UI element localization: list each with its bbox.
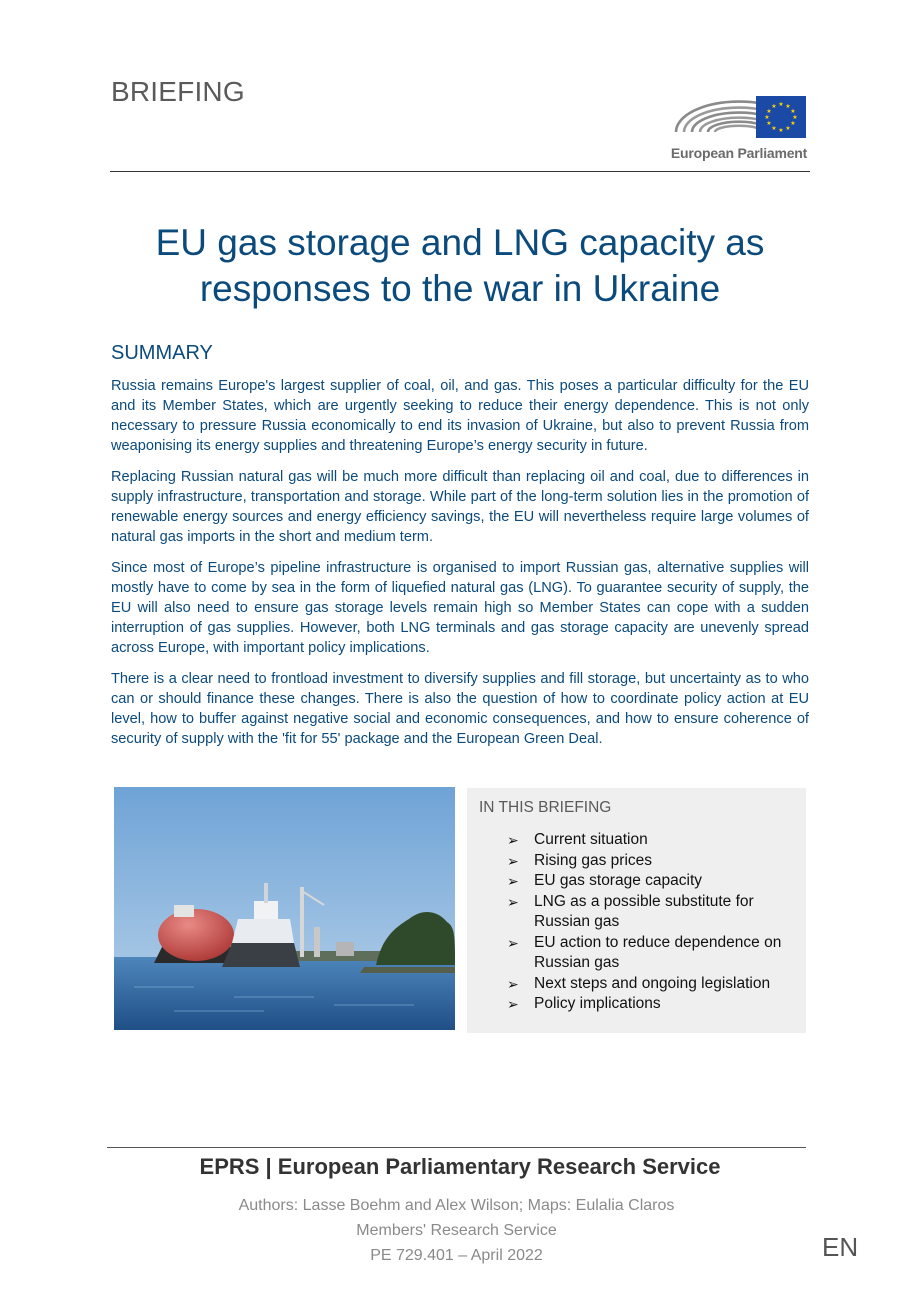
svg-text:★: ★ <box>764 114 770 121</box>
summary-heading: SUMMARY <box>111 342 213 364</box>
svg-text:★: ★ <box>785 125 791 132</box>
language-code: EN <box>822 1232 859 1262</box>
svg-text:★: ★ <box>785 103 791 110</box>
authors-line: Authors: Lasse Boehm and Alex Wilson; Maps: Eulalia Claros <box>238 1197 675 1214</box>
arrow-bullet-icon: ➢ <box>507 996 519 1012</box>
svg-text:★: ★ <box>778 127 784 134</box>
arrow-bullet-icon: ➢ <box>507 832 519 848</box>
svg-text:★: ★ <box>771 103 777 110</box>
in-this-briefing-box <box>467 788 806 1033</box>
document-type-label: BRIEFING <box>111 76 245 107</box>
toc-item: ➢ Rising gas prices <box>507 851 797 872</box>
arrow-bullet-icon: ➢ <box>507 852 519 869</box>
footer-divider <box>107 1147 806 1148</box>
toc-item: ➢ Policy implications <box>507 994 797 1015</box>
svg-text:★: ★ <box>790 120 796 127</box>
in-this-briefing-heading: IN THIS BRIEFING <box>479 799 612 816</box>
summary-paragraph: Replacing Russian natural gas will be much more difficult than replacing oil and coal, due to differences in supply infrastructure, transportation and storage. While part of the long-term solution lies in the promotion of renewable energy sources and energy efficiency savings, the EU will nevertheless require large volumes of natural gas imports in the short and medium term. <box>111 469 809 545</box>
summary-text <box>111 376 809 760</box>
toc-item: ➢ Current situation <box>507 830 797 851</box>
summary-paragraph: There is a clear need to frontload investment to diversify supplies and fill storage, but uncertainty as to who can or should finance these changes. There is also the question of how to coordinate policy action at EU level, how to buffer against negative social and economic consequences, and how to ensure coherence of security of supply with the 'fit for 55' package and the European Green Deal. <box>111 671 809 747</box>
svg-text:★: ★ <box>766 120 772 127</box>
page-title: EU gas storage and LNG capacity as responses to the war in Ukraine <box>155 222 765 309</box>
summary-paragraph: Since most of Europe’s pipeline infrastructure is organised to import Russian gas, alternative supplies will mostly have to come by sea in the form of liquefied natural gas (LNG). To guarantee security of supply, the EU will also need to ensure gas storage levels remain high so Member States can cope with a sudden interruption of gas supplies. However, both LNG terminals and gas storage capacity are unevenly spread across Europe, with important policy implications. <box>111 560 809 656</box>
arrow-bullet-icon: ➢ <box>507 934 519 951</box>
reference-line: PE 729.401 – April 2022 <box>370 1247 543 1264</box>
footer-credits <box>107 1193 806 1268</box>
arrow-bullet-icon: ➢ <box>507 873 519 889</box>
research-service-name: EPRS | European Parliamentary Research Service <box>199 1154 721 1179</box>
svg-text:★: ★ <box>766 108 772 115</box>
toc-item: ➢ Next steps and ongoing legislation <box>507 974 797 995</box>
department-line: Members' Research Service <box>356 1222 557 1239</box>
toc-item: ➢ EU gas storage capacity <box>507 871 797 892</box>
svg-text:★: ★ <box>792 114 798 121</box>
svg-text:★: ★ <box>790 108 796 115</box>
logo-caption: European Parliament <box>670 145 808 161</box>
toc-item: ➢ LNG as a possible substitute for Russian gas <box>507 892 754 930</box>
lng-tanker-photo <box>114 787 455 1030</box>
arrow-bullet-icon: ➢ <box>507 893 519 910</box>
header-divider <box>110 171 810 172</box>
toc-list <box>507 830 797 1015</box>
toc-item: ➢ EU action to reduce dependence on Russian gas <box>507 933 782 971</box>
summary-paragraph: Russia remains Europe's largest supplier of coal, oil, and gas. This poses a particular difficulty for the EU and its Member States, which are urgently seeking to reduce their energy dependence. This is not only necessary to pressure Russia economically to end its invasion of Ukraine, but also to prevent Russia from weaponising its energy supplies and threatening Europe’s energy security in future. <box>111 378 809 454</box>
svg-text:★: ★ <box>771 125 777 132</box>
svg-text:★: ★ <box>778 101 784 108</box>
arrow-bullet-icon: ➢ <box>507 975 519 992</box>
